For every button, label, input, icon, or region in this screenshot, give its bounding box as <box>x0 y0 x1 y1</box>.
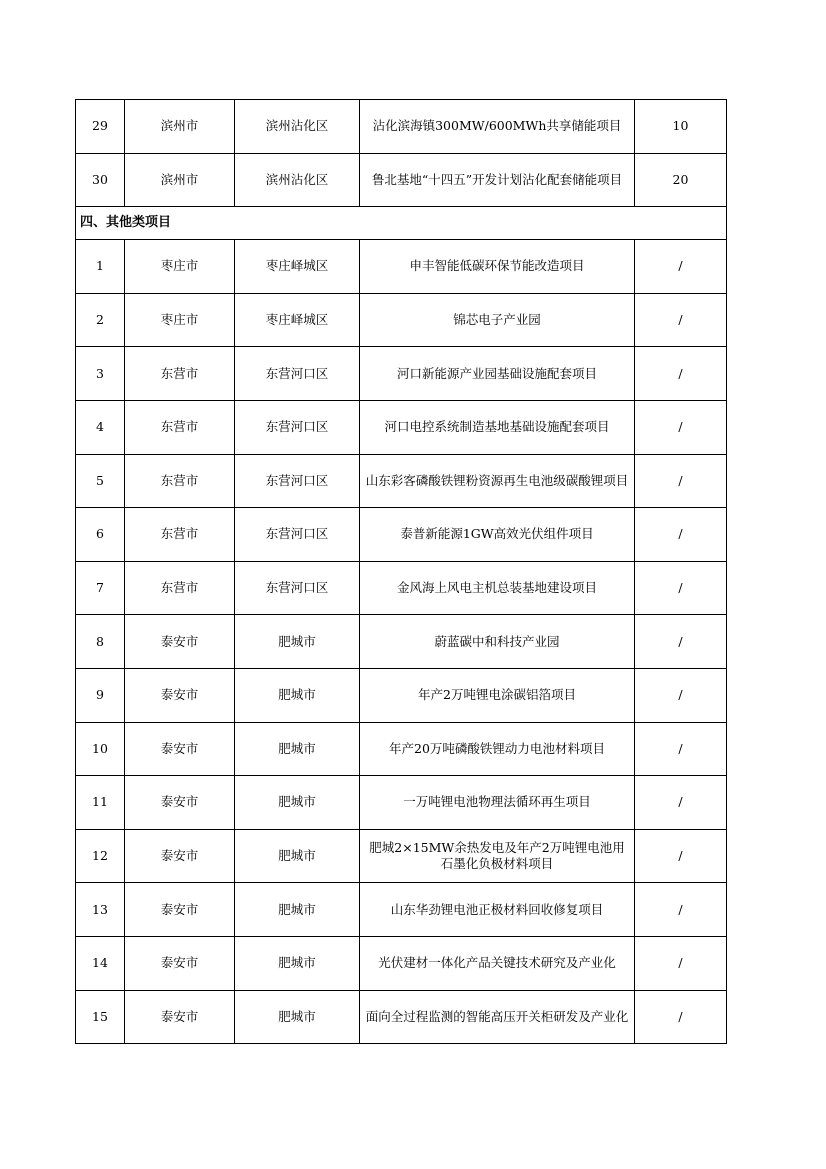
project-name-cell: 金风海上风电主机总装基地建设项目 <box>360 561 635 615</box>
row-number: 30 <box>76 153 125 207</box>
value-cell: / <box>635 829 727 883</box>
project-name-cell: 锦芯电子产业园 <box>360 293 635 347</box>
value-cell: / <box>635 936 727 990</box>
district-cell: 肥城市 <box>235 936 360 990</box>
city-cell: 枣庄市 <box>125 240 235 294</box>
row-number: 3 <box>76 347 125 401</box>
city-cell: 泰安市 <box>125 990 235 1044</box>
city-cell: 东营市 <box>125 561 235 615</box>
city-cell: 东营市 <box>125 454 235 508</box>
table-row <box>76 561 727 615</box>
row-number: 6 <box>76 508 125 562</box>
table-row <box>76 508 727 562</box>
row-number: 15 <box>76 990 125 1044</box>
district-cell: 东营河口区 <box>235 400 360 454</box>
district-cell: 东营河口区 <box>235 561 360 615</box>
row-number: 8 <box>76 615 125 669</box>
value-cell: / <box>635 668 727 722</box>
project-name-cell: 蔚蓝碳中和科技产业园 <box>360 615 635 669</box>
row-number: 9 <box>76 668 125 722</box>
district-cell: 肥城市 <box>235 829 360 883</box>
city-cell: 滨州市 <box>125 100 235 154</box>
project-name-cell: 河口电控系统制造基地基础设施配套项目 <box>360 400 635 454</box>
row-number: 4 <box>76 400 125 454</box>
district-cell: 肥城市 <box>235 668 360 722</box>
project-name-cell: 申丰智能低碳环保节能改造项目 <box>360 240 635 294</box>
table-row <box>76 776 727 830</box>
row-number: 5 <box>76 454 125 508</box>
value-cell: / <box>635 347 727 401</box>
district-cell: 滨州沾化区 <box>235 153 360 207</box>
table-row <box>76 400 727 454</box>
district-cell: 东营河口区 <box>235 508 360 562</box>
project-table-body <box>76 100 727 1044</box>
value-cell: 10 <box>635 100 727 154</box>
value-cell: / <box>635 883 727 937</box>
table-row <box>76 615 727 669</box>
row-number: 13 <box>76 883 125 937</box>
table-row <box>76 668 727 722</box>
table-row <box>76 990 727 1044</box>
project-name-cell: 沾化滨海镇300MW/600MWh共享储能项目 <box>360 100 635 154</box>
project-name-cell: 河口新能源产业园基础设施配套项目 <box>360 347 635 401</box>
table-row <box>76 240 727 294</box>
district-cell: 肥城市 <box>235 722 360 776</box>
table-row <box>76 722 727 776</box>
row-number: 14 <box>76 936 125 990</box>
city-cell: 滨州市 <box>125 153 235 207</box>
value-cell: / <box>635 454 727 508</box>
value-cell: / <box>635 722 727 776</box>
row-number: 7 <box>76 561 125 615</box>
city-cell: 泰安市 <box>125 776 235 830</box>
district-cell: 肥城市 <box>235 883 360 937</box>
table-row <box>76 153 727 207</box>
value-cell: / <box>635 990 727 1044</box>
project-name-cell: 面向全过程监测的智能高压开关柜研发及产业化 <box>360 990 635 1044</box>
project-name-cell: 年产2万吨锂电涂碳铝箔项目 <box>360 668 635 722</box>
district-cell: 枣庄峄城区 <box>235 293 360 347</box>
row-number: 12 <box>76 829 125 883</box>
section-title: 四、其他类项目 <box>76 207 727 240</box>
city-cell: 泰安市 <box>125 883 235 937</box>
project-name-cell: 肥城2×15MW余热发电及年产2万吨锂电池用石墨化负极材料项目 <box>360 829 635 883</box>
city-cell: 泰安市 <box>125 829 235 883</box>
project-name-cell: 年产20万吨磷酸铁锂动力电池材料项目 <box>360 722 635 776</box>
row-number: 11 <box>76 776 125 830</box>
project-name-cell: 鲁北基地“十四五”开发计划沾化配套储能项目 <box>360 153 635 207</box>
table-row <box>76 347 727 401</box>
city-cell: 枣庄市 <box>125 293 235 347</box>
city-cell: 泰安市 <box>125 936 235 990</box>
row-number: 2 <box>76 293 125 347</box>
city-cell: 泰安市 <box>125 668 235 722</box>
value-cell: / <box>635 400 727 454</box>
district-cell: 东营河口区 <box>235 454 360 508</box>
city-cell: 泰安市 <box>125 615 235 669</box>
value-cell: / <box>635 776 727 830</box>
table-row <box>76 883 727 937</box>
project-name-cell: 泰普新能源1GW高效光伏组件项目 <box>360 508 635 562</box>
project-name-cell: 山东华劲锂电池正极材料回收修复项目 <box>360 883 635 937</box>
table-row <box>76 293 727 347</box>
project-name-cell: 光伏建材一体化产品关键技术研究及产业化 <box>360 936 635 990</box>
table-row <box>76 936 727 990</box>
district-cell: 肥城市 <box>235 990 360 1044</box>
district-cell: 枣庄峄城区 <box>235 240 360 294</box>
value-cell: / <box>635 293 727 347</box>
value-cell: / <box>635 561 727 615</box>
project-name-cell: 山东彩客磷酸铁锂粉资源再生电池级碳酸锂项目 <box>360 454 635 508</box>
district-cell: 肥城市 <box>235 776 360 830</box>
district-cell: 肥城市 <box>235 615 360 669</box>
district-cell: 东营河口区 <box>235 347 360 401</box>
section-header-row <box>76 207 727 240</box>
project-table <box>75 99 727 1044</box>
table-row <box>76 454 727 508</box>
row-number: 10 <box>76 722 125 776</box>
table-row <box>76 829 727 883</box>
city-cell: 东营市 <box>125 347 235 401</box>
city-cell: 东营市 <box>125 400 235 454</box>
city-cell: 东营市 <box>125 508 235 562</box>
value-cell: 20 <box>635 153 727 207</box>
project-name-cell: 一万吨锂电池物理法循环再生项目 <box>360 776 635 830</box>
table-row <box>76 100 727 154</box>
row-number: 29 <box>76 100 125 154</box>
district-cell: 滨州沾化区 <box>235 100 360 154</box>
value-cell: / <box>635 615 727 669</box>
value-cell: / <box>635 508 727 562</box>
city-cell: 泰安市 <box>125 722 235 776</box>
row-number: 1 <box>76 240 125 294</box>
value-cell: / <box>635 240 727 294</box>
